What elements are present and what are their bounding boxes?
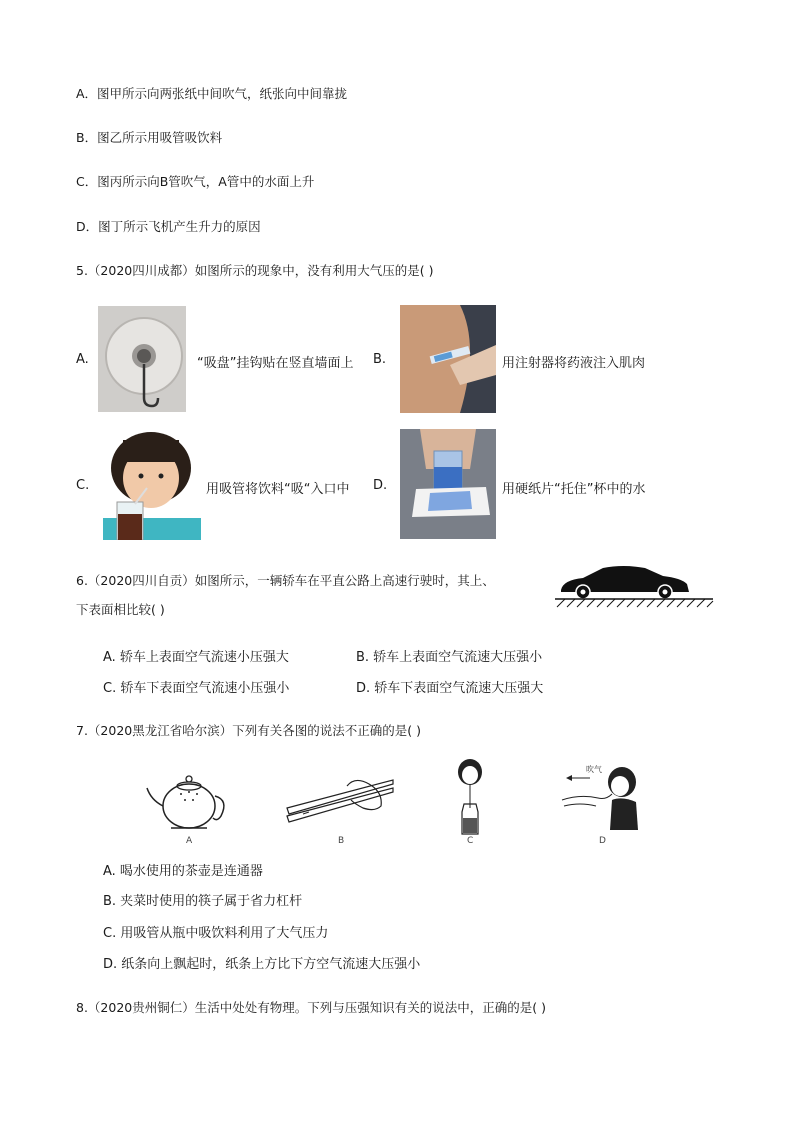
fig-label-b: B — [338, 836, 345, 846]
q5-a-prefix: A. — [76, 352, 89, 367]
q6-option-d: D. 轿车下表面空气流速大压强大 — [356, 681, 544, 696]
q5-a-text: “吸盘”挂钩贴在竖直墙面上 — [197, 356, 354, 371]
q5-b-text: 用注射器将药液注入肌肉 — [502, 356, 646, 371]
fig-label-a: A — [186, 836, 193, 846]
q6-option-a: A. 轿车上表面空气流速小压强大 — [103, 650, 289, 665]
teapot-figure — [143, 766, 233, 836]
q4-option-a: A．图甲所示向两张纸中间吹气，纸张向中间靠拢 — [76, 86, 348, 101]
fig-label-d: D — [599, 836, 606, 846]
q5-c-text: 用吸管将饮料“吸“入口中 — [206, 482, 350, 497]
car-on-road-figure — [553, 560, 715, 608]
fig-label-c: C — [467, 836, 474, 846]
q8-stem: 8.（2020贵州铜仁）生活中处处有物理。下列与压强知识有关的说法中，正确的是( ) — [76, 1000, 546, 1015]
q5-d-text: 用硬纸片“托住”杯中的水 — [502, 482, 646, 497]
syringe-injection-image — [400, 305, 496, 413]
chopsticks-figure — [285, 778, 395, 828]
q7-option-b: B. 夹菜时使用的筷子属于省力杠杆 — [103, 894, 303, 909]
girl-drinking-straw-image — [103, 430, 201, 540]
q6-stem-line1: 6.（2020四川自贡）如图所示，一辆轿车在平直公路上高速行驶时，其上、 — [76, 573, 495, 588]
q5-c-prefix: C. — [76, 478, 90, 493]
q6-option-c: C. 轿车下表面空气流速小压强小 — [103, 681, 290, 696]
q7-option-c: C. 用吸管从瓶中吸饮料利用了大气压力 — [103, 926, 329, 941]
q4-option-b: B．图乙所示用吸管吸饮料 — [76, 130, 223, 145]
q6-stem-line2: 下表面相比较( ) — [76, 602, 165, 617]
q6-option-b: B. 轿车上表面空气流速大压强小 — [356, 650, 543, 665]
q4-option-d: D．图丁所示飞机产生升力的原因 — [76, 219, 261, 234]
q7-option-a: A. 喝水使用的茶壶是连通器 — [103, 864, 263, 879]
fig-d-blow-label: 吹气 — [586, 765, 602, 774]
q7-stem: 7.（2020黑龙江省哈尔滨）下列有关各图的说法不正确的是( ) — [76, 723, 421, 738]
straw-bottle-figure — [448, 758, 492, 836]
q5-d-prefix: D. — [373, 478, 388, 493]
q5-stem: 5.（2020四川成都）如图所示的现象中，没有利用大气压的是( ) — [76, 263, 434, 278]
card-holding-water-image — [400, 429, 496, 539]
suction-cup-hook-image — [98, 306, 186, 412]
q5-b-prefix: B. — [373, 352, 387, 367]
q4-option-c: C．图丙所示向B管吹气，A管中的水面上升 — [76, 174, 315, 189]
q7-option-d: D. 纸条向上飘起时，纸条上方比下方空气流速大压强小 — [103, 957, 421, 972]
